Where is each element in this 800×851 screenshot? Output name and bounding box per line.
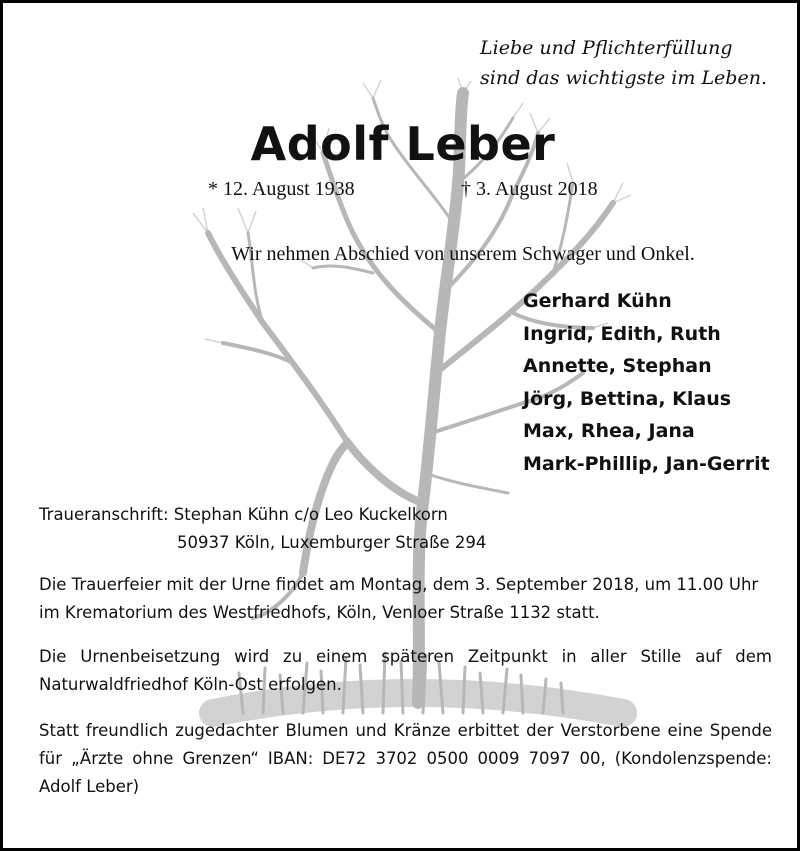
donation-request: Statt freundlich zugedachter Blumen und Kränze erbittet der Verstorbene eine Spende für „Ärzte ohne Grenzen“ IBAN: DE72 3702 0500 0009 7097 00, (Kondolenzspende: Adolf Leber): [39, 721, 772, 796]
farewell-intro: Wir nehmen Abschied von unserem Schwager und Onkel.: [231, 243, 695, 265]
urn-burial-info: Die Urnenbeisetzung wird zu einem späteren Zeitpunkt in aller Stille auf dem Naturwaldfriedhof Köln-Ost erfolgen.: [39, 647, 772, 694]
epitaph-line-1: Liebe und Pflichterfüllung: [480, 37, 733, 59]
mourner-line: Ingrid, Edith, Ruth: [523, 322, 721, 345]
mourner-line: Jörg, Bettina, Klaus: [523, 387, 732, 410]
deceased-name: Adolf Leber: [250, 117, 556, 171]
epitaph-quote: [480, 33, 767, 93]
address-line-1: Traueranschrift: Stephan Kühn c/o Leo Kuckelkorn: [39, 505, 448, 524]
address-line-2: 50937 Köln, Luxemburger Straße 294: [177, 533, 487, 552]
mourner-line: Mark-Phillip, Jan-Gerrit: [523, 452, 770, 475]
mourner-line: Annette, Stephan: [523, 355, 712, 377]
death-date: † 3. August 2018: [461, 178, 598, 200]
funeral-service-info: Die Trauerfeier mit der Urne findet am Montag, dem 3. September 2018, um 11.00 Uhr im Krematorium des Westfriedhofs, Köln, Venloer Straße 1132 statt.: [39, 575, 759, 622]
mourners-list: [523, 285, 770, 480]
birth-date: * 12. August 1938: [208, 178, 355, 200]
mourner-line: Max, Rhea, Jana: [523, 420, 695, 442]
mourner-line: Gerhard Kühn: [523, 290, 672, 312]
mourning-address: [39, 501, 772, 557]
epitaph-line-2: sind das wichtigste im Leben.: [480, 67, 767, 89]
